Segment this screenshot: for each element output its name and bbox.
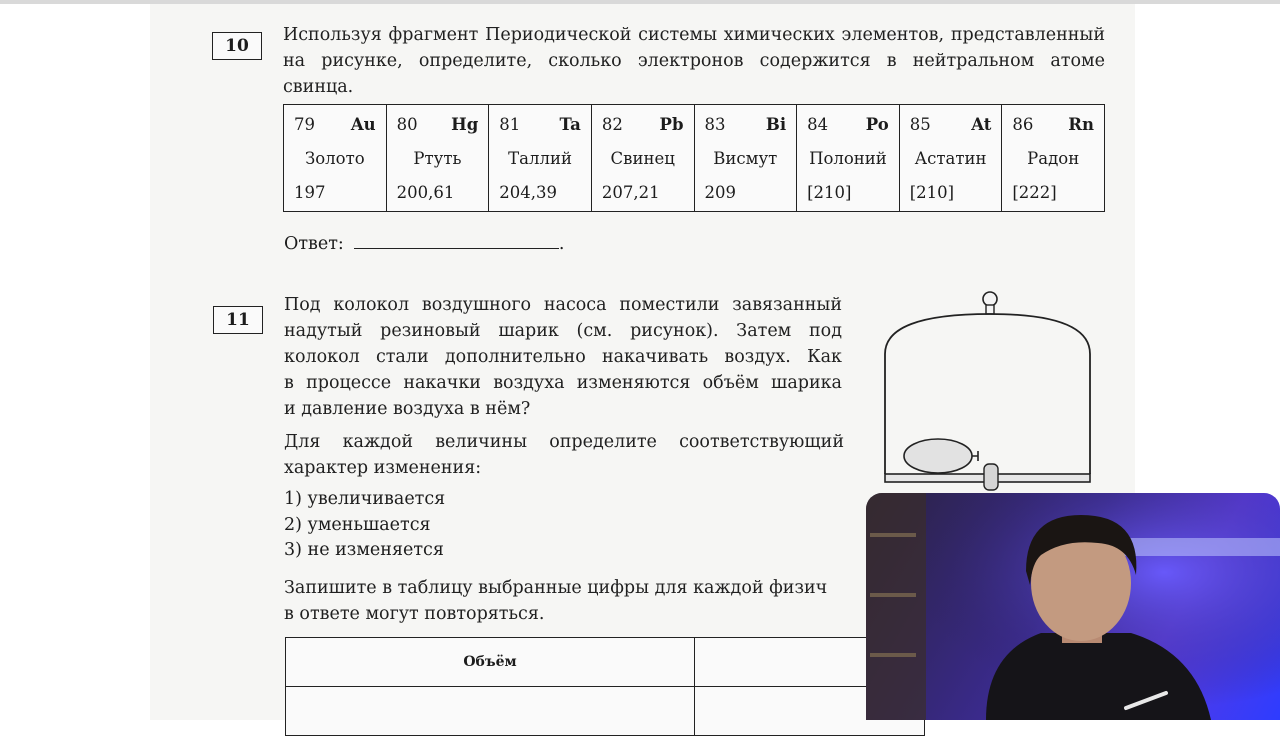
element-name: Таллий — [508, 149, 572, 168]
pump-tube — [984, 464, 998, 490]
table-instruction-line: в ответе могут повторяться. — [284, 604, 545, 624]
atomic-number: 86 — [1012, 115, 1034, 134]
atomic-number: 82 — [601, 115, 623, 134]
jar-neck — [986, 305, 994, 314]
atomic-mass: 209 — [704, 183, 736, 202]
answer-table-header-volume: Объём — [286, 638, 695, 687]
element-cell — [284, 105, 387, 212]
element-name: Золото — [304, 149, 365, 168]
element-name: Астатин — [914, 149, 987, 168]
instruction-line: Для каждой величины определите соответствующий — [284, 432, 844, 452]
atomic-number: 83 — [704, 115, 726, 134]
question-number: 10 — [225, 36, 249, 56]
element-symbol: Hg — [451, 115, 479, 134]
answer-blank[interactable] — [354, 230, 559, 249]
element-name: Свинец — [610, 149, 675, 168]
atomic-mass: [210] — [807, 183, 852, 202]
question-text-line: Под колокол воздушного насоса поместили завязанный — [284, 295, 842, 315]
options-list — [284, 487, 445, 564]
element-symbol: Ta — [559, 115, 581, 134]
answer-line — [284, 230, 564, 254]
atomic-mass: [222] — [1012, 183, 1057, 202]
question-number-box — [212, 32, 262, 60]
webcam-overlay — [866, 493, 1280, 720]
answer-period: . — [558, 234, 565, 254]
atomic-number: 81 — [499, 115, 521, 134]
atomic-mass: 200,61 — [396, 183, 455, 202]
instruction-text — [284, 429, 844, 481]
question-text — [284, 292, 842, 422]
question-text-line: в процессе накачки воздуха изменяются объём шарика — [284, 373, 842, 393]
element-name: Ртуть — [413, 149, 462, 168]
option-item: 3) не изменяется — [284, 540, 444, 560]
atomic-number: 79 — [294, 115, 315, 134]
instruction-line: характер изменения: — [284, 458, 482, 478]
atomic-mass: 207,21 — [601, 183, 660, 202]
question-text-line: Используя фрагмент Периодической системы химических элементов, представленный — [283, 25, 1105, 45]
element-cell — [694, 105, 797, 212]
option-item: 2) уменьшается — [284, 514, 431, 535]
question-text-line: на рисунке, определите, сколько электронов содержится в нейтральном атоме — [283, 51, 1105, 71]
table-instruction — [284, 575, 884, 627]
question-text — [283, 22, 1105, 100]
option-item: 1) увеличивается — [284, 489, 446, 509]
atomic-mass: 204,39 — [499, 183, 557, 202]
atomic-number: 84 — [807, 115, 829, 134]
element-name: Висмут — [713, 149, 778, 168]
question-number-box — [213, 306, 263, 334]
atomic-number: 80 — [396, 115, 418, 134]
question-text-line: надутый резиновый шарик (см. рисунок). Затем под — [284, 321, 842, 341]
element-cell — [591, 105, 694, 212]
jar-knob-icon — [983, 292, 997, 306]
question-number: 11 — [226, 310, 250, 330]
balloon-knot — [972, 451, 978, 461]
element-name: Полоний — [809, 149, 887, 168]
table-instruction-line: Запишите в таблицу выбранные цифры для каждой физич — [284, 578, 828, 598]
element-cell — [489, 105, 592, 212]
periodic-table-fragment — [283, 104, 1105, 212]
answer-cell-volume[interactable] — [286, 687, 695, 736]
element-cell — [899, 105, 1002, 212]
atomic-mass: 197 — [294, 183, 326, 202]
atomic-number: 85 — [909, 115, 931, 134]
element-symbol: Po — [865, 115, 889, 134]
webcam-presenter-image — [866, 493, 1280, 720]
element-cell — [797, 105, 900, 212]
question-text-line: и давление воздуха в нём? — [284, 399, 531, 419]
atomic-mass: [210] — [909, 183, 955, 202]
element-symbol: Rn — [1068, 115, 1094, 134]
element-symbol: At — [971, 115, 992, 134]
element-symbol: Bi — [765, 115, 787, 134]
element-symbol: Pb — [659, 115, 684, 134]
element-name: Радон — [1027, 149, 1080, 168]
element-cell — [1002, 105, 1105, 212]
element-cell — [386, 105, 489, 212]
question-text-line: свинца. — [283, 77, 354, 97]
balloon-icon — [904, 439, 972, 473]
answer-label: Ответ: — [284, 234, 344, 254]
element-symbol: Au — [350, 115, 376, 134]
question-text-line: колокол стали дополнительно накачивать воздух. Как — [284, 347, 842, 367]
bell-jar-illustration — [878, 286, 1098, 496]
answer-table — [285, 637, 925, 736]
